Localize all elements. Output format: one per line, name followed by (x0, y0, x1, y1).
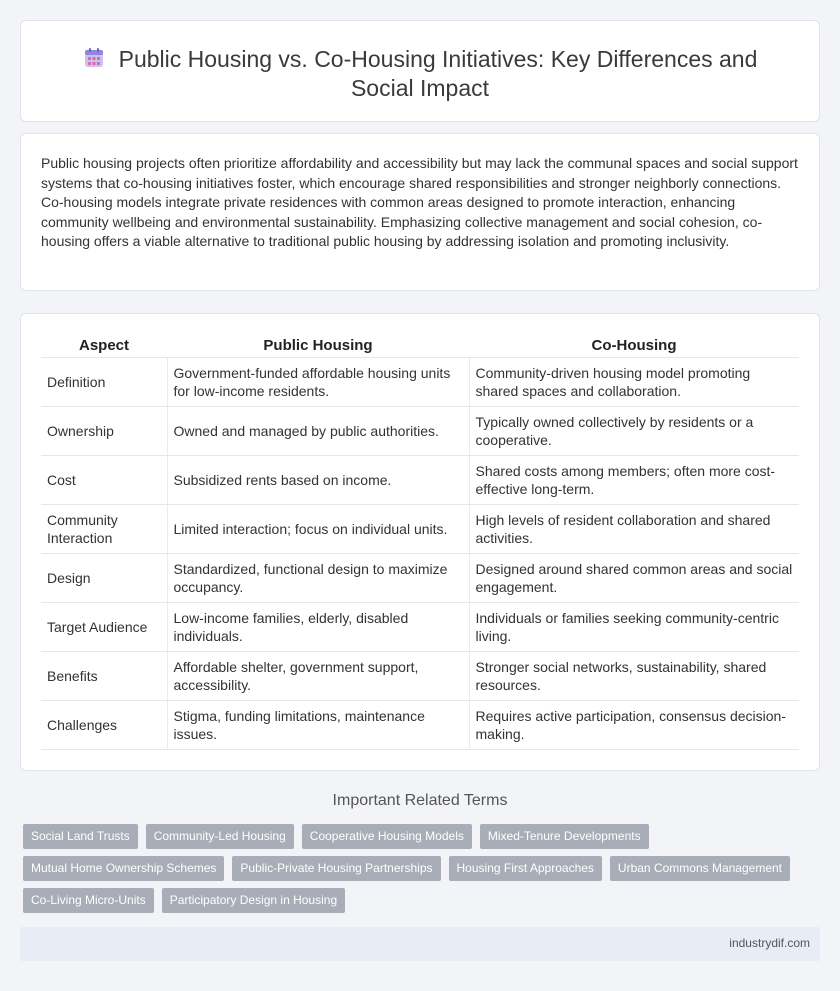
header-card (20, 20, 820, 122)
public-housing-cell: Limited interaction; focus on individual units. (167, 504, 469, 553)
co-housing-cell: Community-driven housing model promoting shared spaces and collaboration. (469, 357, 799, 406)
aspect-cell: Community Interaction (41, 504, 167, 553)
related-term-tag[interactable]: Co-Living Micro-Units (23, 888, 154, 913)
co-housing-cell: Typically owned collectively by residents or a cooperative. (469, 406, 799, 455)
aspect-cell: Target Audience (41, 602, 167, 651)
aspect-cell: Design (41, 553, 167, 602)
co-housing-cell: Individuals or families seeking community-centric living. (469, 602, 799, 651)
intro-paragraph: Public housing projects often prioritize affordability and accessibility but may lack the communal spaces and social support systems that co-housing initiatives foster, which encourage shared responsibilities and stronger neighborly connections. Co-housing models integrate private residences with common areas designed to promote interaction, enhancing community wellbeing and environmental sustainability. Emphasizing collective management and social cohesion, co-housing offers a viable alternative to traditional public housing by addressing isolation and promoting inclusivity. (41, 155, 798, 250)
table-row (41, 357, 799, 406)
related-term-tag[interactable]: Housing First Approaches (449, 856, 602, 881)
related-term-tag[interactable]: Cooperative Housing Models (302, 824, 472, 849)
public-housing-cell: Stigma, funding limitations, maintenance issues. (167, 700, 469, 749)
header-aspect: Aspect (41, 335, 167, 357)
related-term-tag[interactable]: Social Land Trusts (23, 824, 138, 849)
table-row (41, 406, 799, 455)
intro-card (20, 133, 820, 291)
public-housing-cell: Subsidized rents based on income. (167, 455, 469, 504)
related-terms-title: Important Related Terms (332, 792, 508, 809)
related-term-tag[interactable]: Public-Private Housing Partnerships (232, 856, 440, 881)
table-row (41, 504, 799, 553)
co-housing-cell: Stronger social networks, sustainability, shared resources. (469, 651, 799, 700)
table-row (41, 651, 799, 700)
header-co-housing: Co-Housing (469, 335, 799, 357)
related-terms-list (23, 824, 803, 920)
page-title-wrap (61, 45, 779, 103)
aspect-cell: Definition (41, 357, 167, 406)
co-housing-cell: Shared costs among members; often more cost-effective long-term. (469, 455, 799, 504)
public-housing-cell: Low-income families, elderly, disabled individuals. (167, 602, 469, 651)
footer (20, 927, 820, 961)
aspect-cell: Cost (41, 455, 167, 504)
page-title: Public Housing vs. Co-Housing Initiatives: Key Differences and Social Impact (118, 46, 758, 101)
co-housing-cell: High levels of resident collaboration and shared activities. (469, 504, 799, 553)
comparison-table (41, 335, 799, 750)
table-row (41, 602, 799, 651)
related-term-tag[interactable]: Urban Commons Management (610, 856, 790, 881)
public-housing-cell: Affordable shelter, government support, accessibility. (167, 651, 469, 700)
co-housing-cell: Designed around shared common areas and social engagement. (469, 553, 799, 602)
public-housing-cell: Owned and managed by public authorities. (167, 406, 469, 455)
aspect-cell: Benefits (41, 651, 167, 700)
related-term-tag[interactable]: Community-Led Housing (146, 824, 294, 849)
table-row (41, 455, 799, 504)
comparison-card (20, 313, 820, 771)
footer-site-link[interactable]: industrydif.com (729, 936, 810, 950)
aspect-cell: Ownership (41, 406, 167, 455)
aspect-cell: Challenges (41, 700, 167, 749)
table-row (41, 700, 799, 749)
header-public-housing: Public Housing (167, 335, 469, 357)
public-housing-cell: Standardized, functional design to maximize occupancy. (167, 553, 469, 602)
related-term-tag[interactable]: Mixed-Tenure Developments (480, 824, 649, 849)
public-housing-cell: Government-funded affordable housing units for low-income residents. (167, 357, 469, 406)
calendar-icon (83, 47, 105, 69)
related-term-tag[interactable]: Participatory Design in Housing (162, 888, 345, 913)
table-row (41, 553, 799, 602)
table-header-row (41, 335, 799, 357)
related-term-tag[interactable]: Mutual Home Ownership Schemes (23, 856, 224, 881)
co-housing-cell: Requires active participation, consensus decision-making. (469, 700, 799, 749)
